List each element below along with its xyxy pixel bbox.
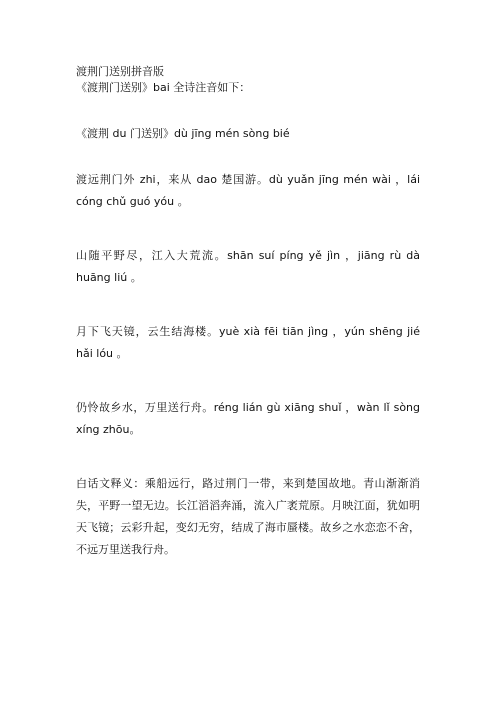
document-body [76, 64, 420, 561]
translation-paragraph: 白话文释义：乘船远行，路过荆门一带，来到楚国故地。青山渐渐消失，平野一望无边。长江滔滔奔涌，流入广袤荒原。月映江面，犹如明天飞镜；云彩升起，变幻无穷，结成了海市蜃楼。故乡之水恋恋不舍，不远万里送我行舟。 [76, 477, 420, 556]
poem-stanza-1: 渡远荆门外 zhi，来从 dao 楚国游。dù yuǎn jīng mén wài ，lái cóng chǔ guó yóu 。 [76, 173, 420, 208]
poem-heading: 《渡荆 du 门送别》dù jīng mén sòng bié [76, 127, 290, 140]
poem-stanza-2: 山随平野尽，江入大荒流。shān suí píng yě jìn ，jiāng rù dà huāng liú 。 [76, 249, 420, 284]
document-subtitle: 《渡荆门送别》bai 全诗注音如下： [76, 81, 251, 94]
document-title: 渡荆门送别拼音版 [76, 65, 164, 78]
poem-stanza-3: 月下飞天镜，云生结海楼。yuè xià fēi tiān jìng ，yún shēng jié hǎi lóu 。 [76, 325, 420, 360]
poem-stanza-4: 仍怜故乡水，万里送行舟。réng lián gù xiāng shuǐ ，wàn lǐ sòng xíng zhōu。 [76, 401, 420, 436]
